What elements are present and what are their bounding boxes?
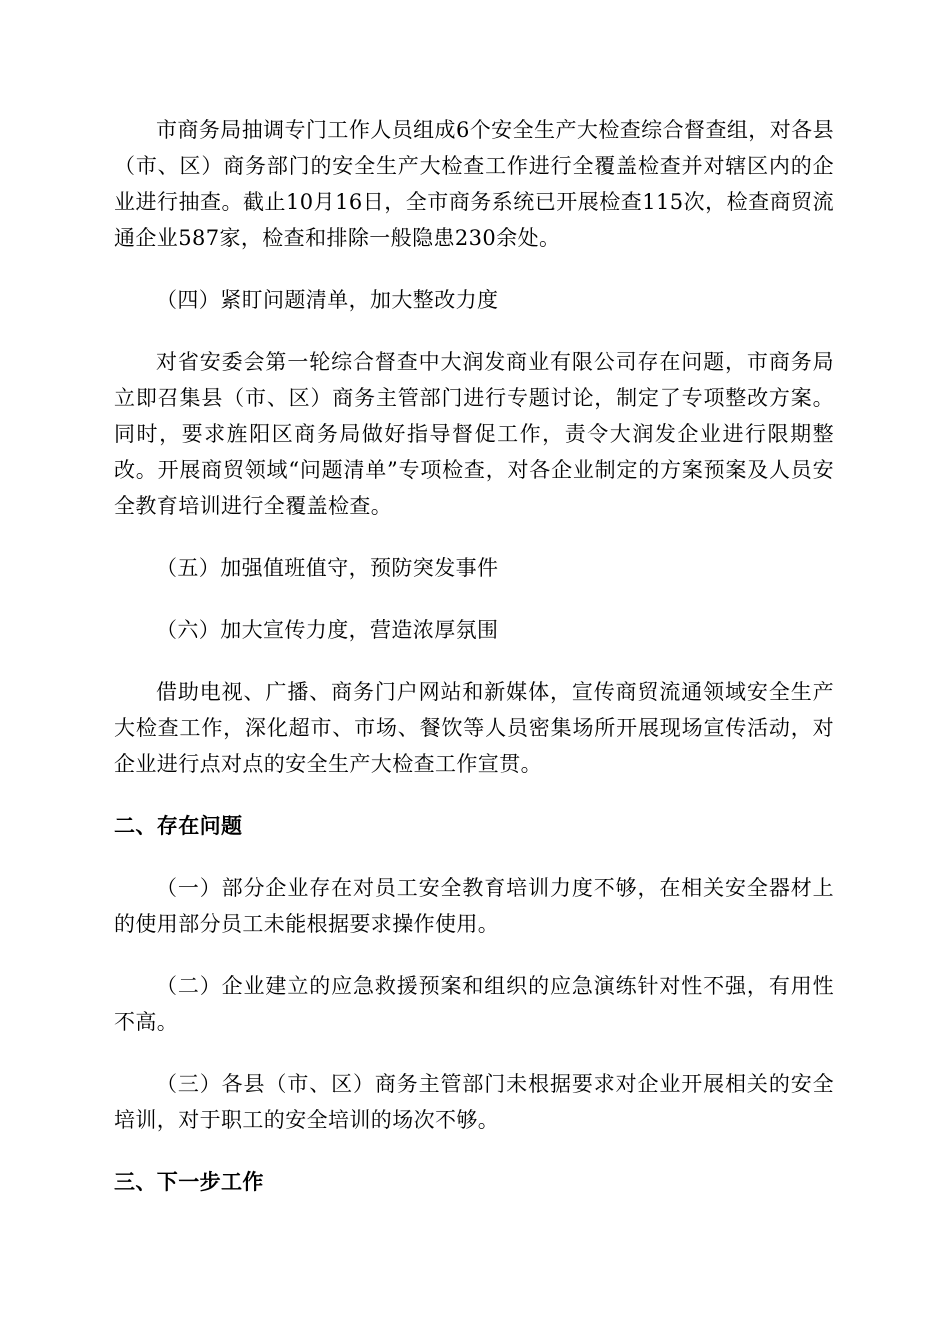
document-page — [114, 112, 834, 1226]
section-heading-problems: 二、存在问题 — [114, 814, 243, 838]
subheading-publicity: （六）加大宣传力度，营造浓厚氛围 — [156, 618, 499, 642]
section-heading-next-steps: 三、下一步工作 — [114, 1170, 264, 1194]
subheading-duty: （五）加强值班值守，预防突发事件 — [156, 556, 499, 580]
paragraph-inspection-groups: 市商务局抽调专门工作人员组成6个安全生产大检查综合督查组，对各县（市、区）商务部门的安全生产大检查工作进行全覆盖检查并对辖区内的企业进行抽查。截止10月16日，全市商务系统已开展检查115次，检查商贸流通企业587家，检查和排除一般隐患230余处。 — [114, 118, 834, 250]
issue-item-3: （三）各县（市、区）商务主管部门未根据要求对企业开展相关的安全培训，对于职工的安全培训的场次不够。 — [114, 1072, 834, 1132]
issue-item-2: （二）企业建立的应急救援预案和组织的应急演练针对性不强，有用性不高。 — [114, 974, 834, 1034]
issue-item-1: （一）部分企业存在对员工安全教育培训力度不够，在相关安全器材上的使用部分员工未能根据要求操作使用。 — [114, 876, 834, 936]
subheading-problem-list: （四）紧盯问题清单，加大整改力度 — [156, 288, 499, 312]
paragraph-rectification: 对省安委会第一轮综合督查中大润发商业有限公司存在问题，市商务局立即召集县（市、区）商务主管部门进行专题讨论，制定了专项整改方案。同时，要求旌阳区商务局做好指导督促工作，责令大润发企业进行限期整改。开展商贸领域“问题清单”专项检查，对各企业制定的方案预案及人员安全教育培训进行全覆盖检查。 — [114, 350, 834, 518]
paragraph-publicity: 借助电视、广播、商务门户网站和新媒体，宣传商贸流通领域安全生产大检查工作，深化超市、市场、餐饮等人员密集场所开展现场宣传活动，对企业进行点对点的安全生产大检查工作宣贯。 — [114, 680, 834, 776]
